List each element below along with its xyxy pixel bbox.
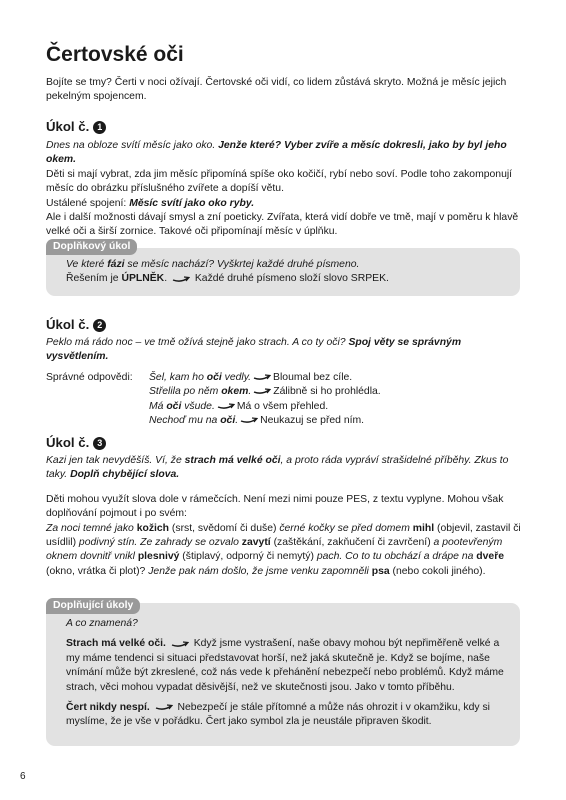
story-17: psa xyxy=(371,565,390,577)
page-number: 6 xyxy=(20,771,26,782)
task1-heading-label: Úkol č. xyxy=(46,119,90,134)
extra-task-tag: Doplňkový úkol xyxy=(46,239,137,255)
curved-arrow-icon xyxy=(240,416,258,424)
answer-phrase-bold: okem xyxy=(221,386,249,398)
story-2: kožich xyxy=(136,522,170,534)
extra1-question xyxy=(66,258,508,272)
answer-phrase: Šel, kam ho xyxy=(149,371,207,383)
answer-phrase: Střelila po něm xyxy=(149,386,222,398)
answer-meaning: Bloumal bez cíle. xyxy=(273,371,353,383)
task1-section xyxy=(46,119,524,240)
extra1-sol-a: Řešením je xyxy=(66,273,122,285)
intro-text: Bojíte se tmy? Čerti v noci ožívají. Čertovské oči vidí, co lidem zůstává skryto. Možná je měsíc jejich pekelným spojencem. xyxy=(46,77,507,103)
extra2-p2-text: Nebezpečí je stále přítomné a může nás ohrozit i v okamžiku, kdy si myslíme, že je vše v pořádku. Čert jako symbol zla je neustále připraven škodit. xyxy=(66,702,490,728)
answer-phrase-end: . xyxy=(235,415,239,427)
answers-list xyxy=(149,371,381,429)
task3-para1: Děti mohou využít slova dole v rámečcích. Není mezi nimi pouze PES, z textu vyplyne. Mohou však doplňování pojmout i po svém: xyxy=(46,493,504,520)
extra1-solution xyxy=(66,272,508,286)
task3-c: , a proto ráda vypráví strašidelné příběhy. Zkus to taky. xyxy=(46,455,509,481)
task2-answers xyxy=(46,371,524,429)
task3-section xyxy=(46,435,524,579)
story-1: Za noci temné jako xyxy=(46,522,137,534)
story-14: dveře xyxy=(476,551,505,563)
answer-phrase: Nechoď mu na xyxy=(149,415,221,427)
answer-meaning: Má o všem přehled. xyxy=(236,400,329,412)
story-8: zavytí xyxy=(241,537,271,549)
task3-heading-label: Úkol č. xyxy=(46,435,90,450)
task2-instruction-task: Spoj věty se správným vysvětlením. xyxy=(46,337,462,363)
answer-row xyxy=(149,385,381,399)
extra1-sol-c: . xyxy=(164,273,168,285)
curved-arrow-icon xyxy=(253,373,271,381)
answer-meaning: Zálibně si ho prohlédla. xyxy=(273,386,381,398)
task1-para1: Děti si mají vybrat, zda jim měsíc připomíná spíše oko kočičí, rybí nebo soví. Podle toho zakomponují měsíc do obrázku příslušného zvířete a dopíší větu. xyxy=(46,168,513,195)
story-11: plesnivý xyxy=(137,551,180,563)
answers-label: Správné odpovědi: xyxy=(46,371,133,383)
task3-instruction xyxy=(46,454,524,483)
answer-phrase-bold: oči xyxy=(220,415,236,427)
task1-instruction-intro: Dnes na obloze svítí měsíc jako oko. xyxy=(46,140,219,151)
task1-phrase-value: Měsíc svítí jako oko ryby. xyxy=(129,197,255,209)
task3-story xyxy=(46,522,524,580)
task1-para2: Ale i další možnosti dávají smysl a zní poeticky. Zvířata, která vidí dobře ve tmě, mají v poměru k hlavě velké oči a širší zornice. Takové oči připomínají měsíc v úplňku. xyxy=(46,212,519,238)
story-12: (štiplavý, odporný či nemytý) xyxy=(179,551,317,563)
story-6: (objevil, zastavil či usídlil) xyxy=(46,522,521,549)
task3-heading xyxy=(46,435,524,451)
extra-task-box xyxy=(46,248,520,296)
task1-instruction xyxy=(46,139,524,168)
task2-instruction xyxy=(46,336,524,365)
task3-d: Doplň chybějící slova. xyxy=(70,469,180,481)
curved-arrow-icon xyxy=(253,387,271,395)
story-3: (srst, svědomí či duše) xyxy=(169,522,280,534)
extra2-p1-title: Strach má velké oči. xyxy=(66,638,166,650)
extra1-sol-d: Každé druhé písmeno složí slovo SRPEK. xyxy=(194,273,389,285)
extra1-q-a: Ve které xyxy=(66,259,108,270)
number-1-icon: 1 xyxy=(93,121,106,134)
extra2-question xyxy=(66,617,508,631)
answer-row xyxy=(149,400,381,414)
curved-arrow-icon xyxy=(172,275,190,283)
page-title: Čertovské oči xyxy=(46,43,184,66)
answer-meaning: Neukazuj se před ním. xyxy=(260,415,365,427)
supplementary-tasks-box xyxy=(46,603,520,746)
task1-phrase xyxy=(46,197,524,211)
answer-row xyxy=(149,414,381,428)
story-4: černé kočky se před domem xyxy=(279,522,413,534)
answer-row xyxy=(149,371,381,385)
task3-a: Kazi jen tak nevyděšíš. Ví, že xyxy=(46,455,185,466)
answer-phrase-bold: oči xyxy=(206,371,222,383)
story-13: pach. Co to tu obchází a drápe na xyxy=(316,551,477,563)
number-2-icon: 2 xyxy=(93,319,106,332)
task2-heading xyxy=(46,317,524,333)
answer-phrase-end: vedly. xyxy=(221,371,252,383)
story-15: (okno, vrátka či plot)? xyxy=(46,565,149,577)
task1-instruction-task: Jenže které? Vyber zvíře a měsíc dokresli, jako by byl jeho okem. xyxy=(46,140,507,166)
task2-instruction-intro: Peklo má rádo noc – ve tmě ožívá stejně jako strach. A co ty oči? xyxy=(46,337,349,348)
extra2-q: A co znamená? xyxy=(66,618,138,629)
supplementary-tasks-tag: Doplňující úkoly xyxy=(46,598,140,614)
story-16: Jenže pak nám došlo, že jsme venku zapomněli xyxy=(148,565,372,577)
story-5: mihl xyxy=(412,522,435,534)
answer-phrase: Má xyxy=(149,400,167,412)
story-9: (zaštěkání, zakňučení či zavrčení) xyxy=(270,537,434,549)
extra2-item1 xyxy=(66,637,508,695)
number-3-icon: 3 xyxy=(93,437,106,450)
story-18: (nebo cokoli jiného). xyxy=(389,565,486,577)
extra1-sol-b: ÚPLNĚK xyxy=(121,273,165,285)
extra1-q-c: se měsíc nachází? Vyškrtej každé druhé písmeno. xyxy=(124,259,360,270)
extra1-q-b: fázi xyxy=(107,259,125,270)
extra2-p2-title: Čert nikdy nespí. xyxy=(66,702,150,714)
story-7: podivný stín. Ze zahrady se ozvalo xyxy=(78,537,242,549)
extra2-p1-text: Když jsme vystrašení, naše obavy mohou být nepřiměřeně velké a my máme tendenci si situaci představovat horší, než jaká skutečně je. Když se bojíme, naše vnímání může být zkreslené, což nás vede k přehánění nebezpečí nebo problémů. Když máme strach, věci mohou vypadat děsivější, než ve skutečnosti jsou. Jako v tomto příběhu. xyxy=(66,638,504,693)
answer-phrase-end: všude. xyxy=(181,400,215,412)
answer-phrase-bold: oči xyxy=(166,400,182,412)
task1-phrase-label: Ustálené spojení: xyxy=(46,197,130,209)
curved-arrow-icon xyxy=(155,703,173,711)
extra2-item2 xyxy=(66,701,508,730)
task2-heading-label: Úkol č. xyxy=(46,317,90,332)
task1-heading xyxy=(46,119,524,135)
story-10: a pootevřeným oknem dovnitř vnikl xyxy=(46,537,503,563)
curved-arrow-icon xyxy=(171,640,189,648)
answer-phrase-end: . xyxy=(248,386,252,398)
curved-arrow-icon xyxy=(217,402,235,410)
task2-section xyxy=(46,317,524,428)
task3-b: strach má velké oči xyxy=(184,455,281,466)
